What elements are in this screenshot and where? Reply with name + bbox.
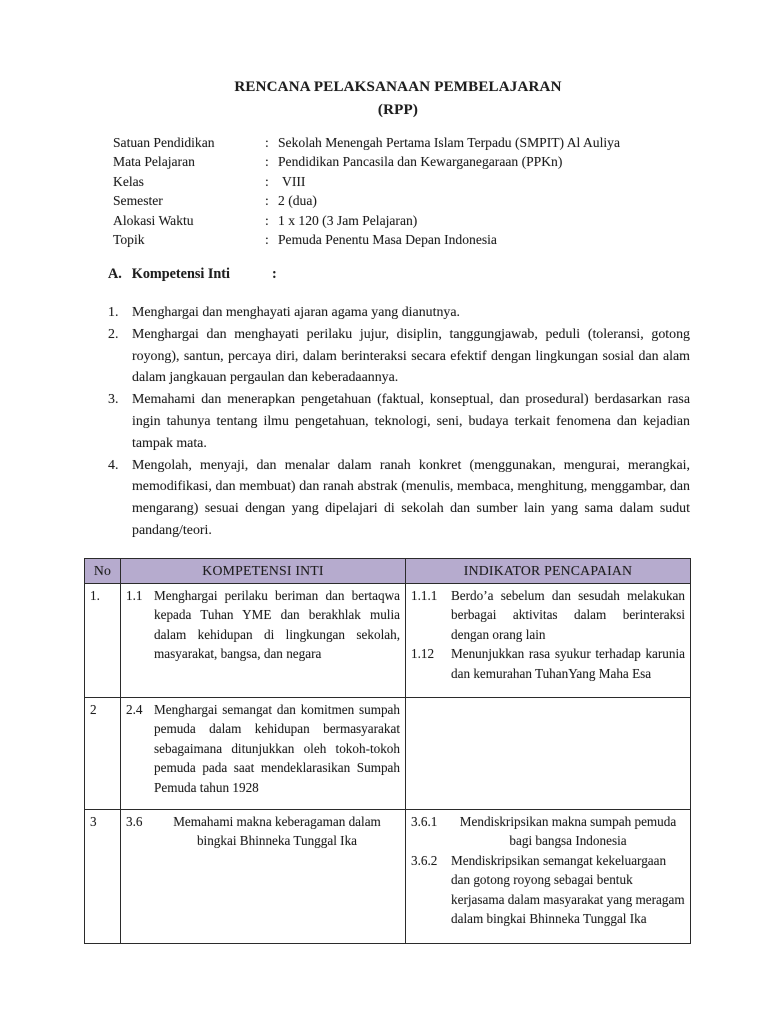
- indikator-text: Menunjukkan rasa syukur terhadap karunia dan kemurahan TuhanYang Maha Esa: [451, 646, 685, 681]
- detail-row: [113, 191, 620, 210]
- section-title: Kompetensi Inti: [131, 266, 230, 282]
- list-item: [108, 455, 690, 542]
- detail-label: Alokasi Waktu: [113, 212, 194, 228]
- indikator-text: Mendiskripsikan semangat kekeluargaan dan gotong royong sebagai bentuk kerjasama dalam masyarakat yang meragam dalam bingkai Bhinneka Tunggal Ika: [451, 852, 685, 927]
- detail-colon: :: [265, 232, 269, 248]
- table-header-cell: INDIKATOR PENCAPAIAN: [406, 559, 691, 584]
- table-row: [85, 810, 691, 944]
- table-row: [85, 584, 691, 698]
- indikator-number: 1.12: [411, 646, 435, 662]
- detail-colon: :: [265, 212, 269, 228]
- kompetensi-inti-list: [108, 302, 690, 542]
- kompetensi-text: Menghargai semangat dan komitmen sumpah pemuda dalam kehidupan bermasyarakat sebagaimana ditunjukkan oleh tokoh-tokoh pemuda pada saat mendeklarasikan Sumpah Pemuda tahun 1928: [154, 702, 400, 795]
- list-item-number: 1.: [108, 305, 119, 320]
- detail-label: Semester: [113, 193, 163, 209]
- list-item-text: Memahami dan menerapkan pengetahuan (faktual, konseptual, dan prosedural) berdasarkan rasa ingin tahunya tentang ilmu pengetahuan, teknologi, seni, budaya terkait fenomena dan kejadian tampak mata.: [132, 392, 690, 451]
- kompetensi-cell: [121, 584, 406, 698]
- row-number-cell: 3: [85, 810, 121, 944]
- detail-label: Satuan Pendidikan: [113, 135, 215, 150]
- kompetensi-cell: [121, 810, 406, 944]
- detail-colon: :: [265, 135, 269, 150]
- row-number-cell: 1.: [85, 584, 121, 698]
- indikator-number: 3.6.1: [411, 814, 438, 829]
- details-block: [113, 133, 620, 249]
- list-item: [108, 324, 690, 389]
- detail-row: [113, 152, 620, 171]
- indikator-entry: [411, 851, 685, 929]
- list-item-number: 3.: [108, 392, 119, 408]
- section-colon: :: [271, 266, 277, 282]
- detail-value: VIII: [282, 173, 306, 189]
- indikator-cell: [406, 584, 691, 698]
- indikator-number: 1.1.1: [411, 588, 438, 603]
- list-item-text: Menghargai dan menghayati ajaran agama yang dianutnya.: [132, 305, 460, 320]
- table-row: [85, 698, 691, 810]
- indikator-text: Mendiskripsikan makna sumpah pemuda bagi bangsa Indonesia: [459, 814, 677, 849]
- row-number-cell: 2: [85, 698, 121, 810]
- kompetensi-entry: [126, 586, 400, 664]
- list-item: [108, 302, 690, 324]
- detail-colon: :: [265, 193, 269, 209]
- document-title: RENCANA PELAKSANAAN PEMBELAJARAN: [234, 79, 562, 95]
- list-item-text: Mengolah, menyaji, dan menalar dalam ranah konkret (menggunakan, mengurai, merangkai, memodifikasi, dan membuat) dan ranah abstrak (menulis, membaca, menghitung, menggambar, dan mengarang) sesuai dengan yang dipelajari di sekolah dan sumber lain yang sama dalam sudut pandang/teori.: [132, 457, 690, 538]
- document-subtitle: (RPP): [377, 102, 419, 118]
- detail-row: [113, 230, 620, 249]
- document-title-block: [108, 76, 688, 122]
- indikator-entry: [411, 812, 685, 851]
- detail-label: Kelas: [113, 173, 144, 189]
- kompetensi-entry: [126, 700, 400, 797]
- list-item: [108, 389, 690, 454]
- kompetensi-indikator-table: [84, 558, 691, 944]
- detail-value: Pemuda Penentu Masa Depan Indonesia: [278, 232, 497, 248]
- detail-colon: :: [265, 154, 269, 170]
- detail-value: 2 (dua): [278, 193, 317, 209]
- kompetensi-text: Memahami makna keberagaman dalam bingkai Bhinneka Tunggal Ika: [173, 814, 381, 849]
- detail-label: Mata Pelajaran: [113, 154, 195, 170]
- kompetensi-text: Menghargai perilaku beriman dan bertaqwa kepada Tuhan YME dan berakhlak mulia dalam kehidupan di lingkungan sekolah, masyarakat, bangsa, dan negara: [154, 588, 400, 662]
- indikator-cell-empty: [406, 698, 691, 810]
- detail-row: [113, 211, 620, 230]
- kompetensi-cell: [121, 698, 406, 810]
- indikator-cell: [406, 810, 691, 944]
- detail-colon: :: [265, 173, 269, 189]
- list-item-number: 4.: [108, 457, 119, 473]
- section-letter: A.: [108, 266, 122, 282]
- indikator-number: 3.6.2: [411, 852, 438, 868]
- detail-value: Sekolah Menengah Pertama Islam Terpadu (SMPIT) Al Auliya: [278, 135, 620, 150]
- detail-value: 1 x 120 (3 Jam Pelajaran): [278, 212, 418, 228]
- kompetensi-number: 1.1: [126, 588, 143, 603]
- detail-row: [113, 133, 620, 152]
- detail-label: Topik: [113, 232, 145, 248]
- table-header-cell: KOMPETENSI INTI: [121, 559, 406, 584]
- kompetensi-entry: [126, 812, 400, 851]
- detail-value: Pendidikan Pancasila dan Kewarganegaraan (PPKn): [278, 154, 563, 170]
- kompetensi-number: 3.6: [126, 814, 143, 829]
- indikator-entry: [411, 586, 685, 644]
- indikator-text: Berdo’a sebelum dan sesudah melakukan berbagai aktivitas dalam berinteraksi dengan orang lain: [451, 588, 685, 642]
- detail-row: [113, 172, 620, 191]
- table-header-cell: No: [85, 559, 121, 584]
- indikator-entry: [411, 644, 685, 683]
- section-a-heading: [108, 266, 277, 283]
- list-item-number: 2.: [108, 326, 119, 342]
- list-item-text: Menghargai dan menghayati perilaku jujur, disiplin, tanggungjawab, peduli (toleransi, gotong royong), santun, percaya diri, dalam berinteraksi secara efektif dengan lingkungan sosial dan alam dalam jangkauan pergaulan dan keberadaannya.: [132, 326, 690, 386]
- table-header-row: [85, 559, 691, 584]
- kompetensi-number: 2.4: [126, 702, 143, 717]
